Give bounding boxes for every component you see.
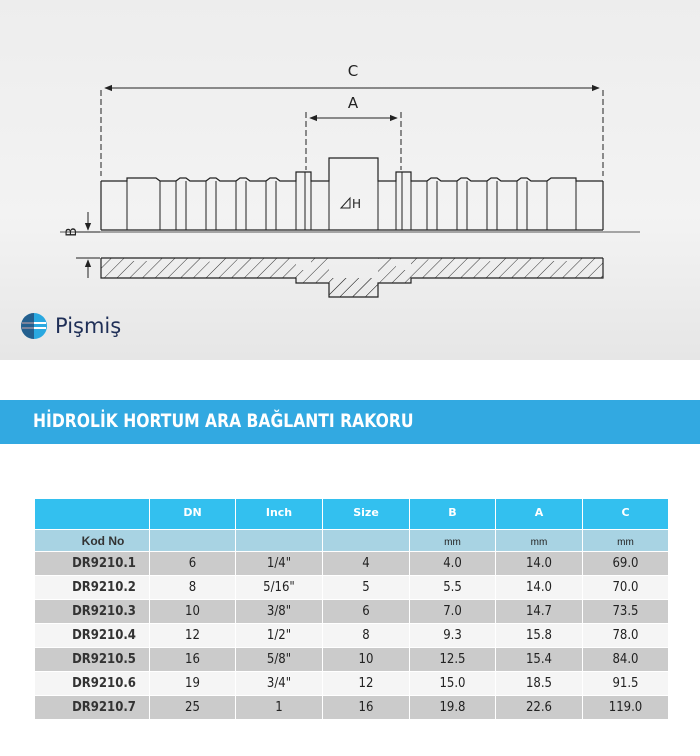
cell-dn: 10 [150, 600, 236, 624]
unit-dn [150, 530, 236, 552]
table-row [35, 672, 669, 696]
cell-c: 69.0 [583, 552, 669, 576]
cell-inch: 1 [236, 696, 323, 720]
cell-size: 6 [323, 600, 410, 624]
cell-inch: 1/4" [236, 552, 323, 576]
cell-a: 15.8 [496, 624, 583, 648]
cell-a: 18.5 [496, 672, 583, 696]
brand-name: Pişmiş [55, 314, 122, 338]
cell-a: 14.7 [496, 600, 583, 624]
header-size: Size [323, 499, 410, 530]
cell-dn: 19 [150, 672, 236, 696]
cell-a: 14.0 [496, 552, 583, 576]
cell-b: 7.0 [410, 600, 496, 624]
hose-connector-drawing [0, 0, 700, 360]
header-dn: DN [150, 499, 236, 530]
cell-dn: 25 [150, 696, 236, 720]
cell-size: 16 [323, 696, 410, 720]
cell-inch: 3/4" [236, 672, 323, 696]
unit-row [35, 530, 669, 552]
cell-a: 22.6 [496, 696, 583, 720]
table-row [35, 552, 669, 576]
cell-c: 91.5 [583, 672, 669, 696]
unit-inch [236, 530, 323, 552]
unit-b: mm [410, 530, 496, 552]
header-c: C [583, 499, 669, 530]
header-b: B [410, 499, 496, 530]
technical-drawing-panel [0, 0, 700, 360]
kod-no-label: Kod No [35, 530, 150, 552]
cell-c: 84.0 [583, 648, 669, 672]
header-inch: Inch [236, 499, 323, 530]
cell-inch: 1/2" [236, 624, 323, 648]
cell-inch: 5/8" [236, 648, 323, 672]
cell-c: 73.5 [583, 600, 669, 624]
row-code: DR9210.2 [35, 576, 150, 600]
cell-b: 9.3 [410, 624, 496, 648]
dim-c-label: C [347, 62, 359, 80]
pismis-logo-icon [20, 312, 48, 340]
cell-inch: 5/16" [236, 576, 323, 600]
header-empty [35, 499, 150, 530]
row-code: DR9210.3 [35, 600, 150, 624]
cell-a: 14.0 [496, 576, 583, 600]
cell-b: 5.5 [410, 576, 496, 600]
row-code: DR9210.7 [35, 696, 150, 720]
title-band [0, 400, 700, 444]
row-code: DR9210.4 [35, 624, 150, 648]
row-code: DR9210.5 [35, 648, 150, 672]
header-a: A [496, 499, 583, 530]
hex-symbol-icon [341, 198, 350, 208]
table-row [35, 648, 669, 672]
cell-c: 119.0 [583, 696, 669, 720]
table-row [35, 600, 669, 624]
cell-b: 15.0 [410, 672, 496, 696]
product-title: HİDROLİK HORTUM ARA BAĞLANTI RAKORU [33, 410, 414, 432]
unit-c: mm [583, 530, 669, 552]
cell-b: 12.5 [410, 648, 496, 672]
cell-b: 4.0 [410, 552, 496, 576]
table-row [35, 624, 669, 648]
cell-inch: 3/8" [236, 600, 323, 624]
table-row [35, 576, 669, 600]
cell-dn: 8 [150, 576, 236, 600]
spec-table [34, 498, 669, 720]
cell-c: 78.0 [583, 624, 669, 648]
table-header-row [35, 499, 669, 530]
dimension-a [306, 112, 401, 170]
cell-dn: 16 [150, 648, 236, 672]
cell-size: 8 [323, 624, 410, 648]
cell-size: 10 [323, 648, 410, 672]
dim-h-label: H [352, 197, 362, 211]
dim-b-label: B [64, 227, 80, 237]
cell-dn: 12 [150, 624, 236, 648]
cell-dn: 6 [150, 552, 236, 576]
unit-size [323, 530, 410, 552]
brand-logo [20, 312, 121, 340]
unit-a: mm [496, 530, 583, 552]
cell-size: 12 [323, 672, 410, 696]
row-code: DR9210.6 [35, 672, 150, 696]
cell-size: 4 [323, 552, 410, 576]
table-row [35, 696, 669, 720]
connector-body [60, 158, 640, 232]
cell-b: 19.8 [410, 696, 496, 720]
row-code: DR9210.1 [35, 552, 150, 576]
dimension-b [76, 212, 100, 278]
cell-size: 5 [323, 576, 410, 600]
dim-a-label: A [347, 94, 359, 112]
cell-a: 15.4 [496, 648, 583, 672]
cell-c: 70.0 [583, 576, 669, 600]
